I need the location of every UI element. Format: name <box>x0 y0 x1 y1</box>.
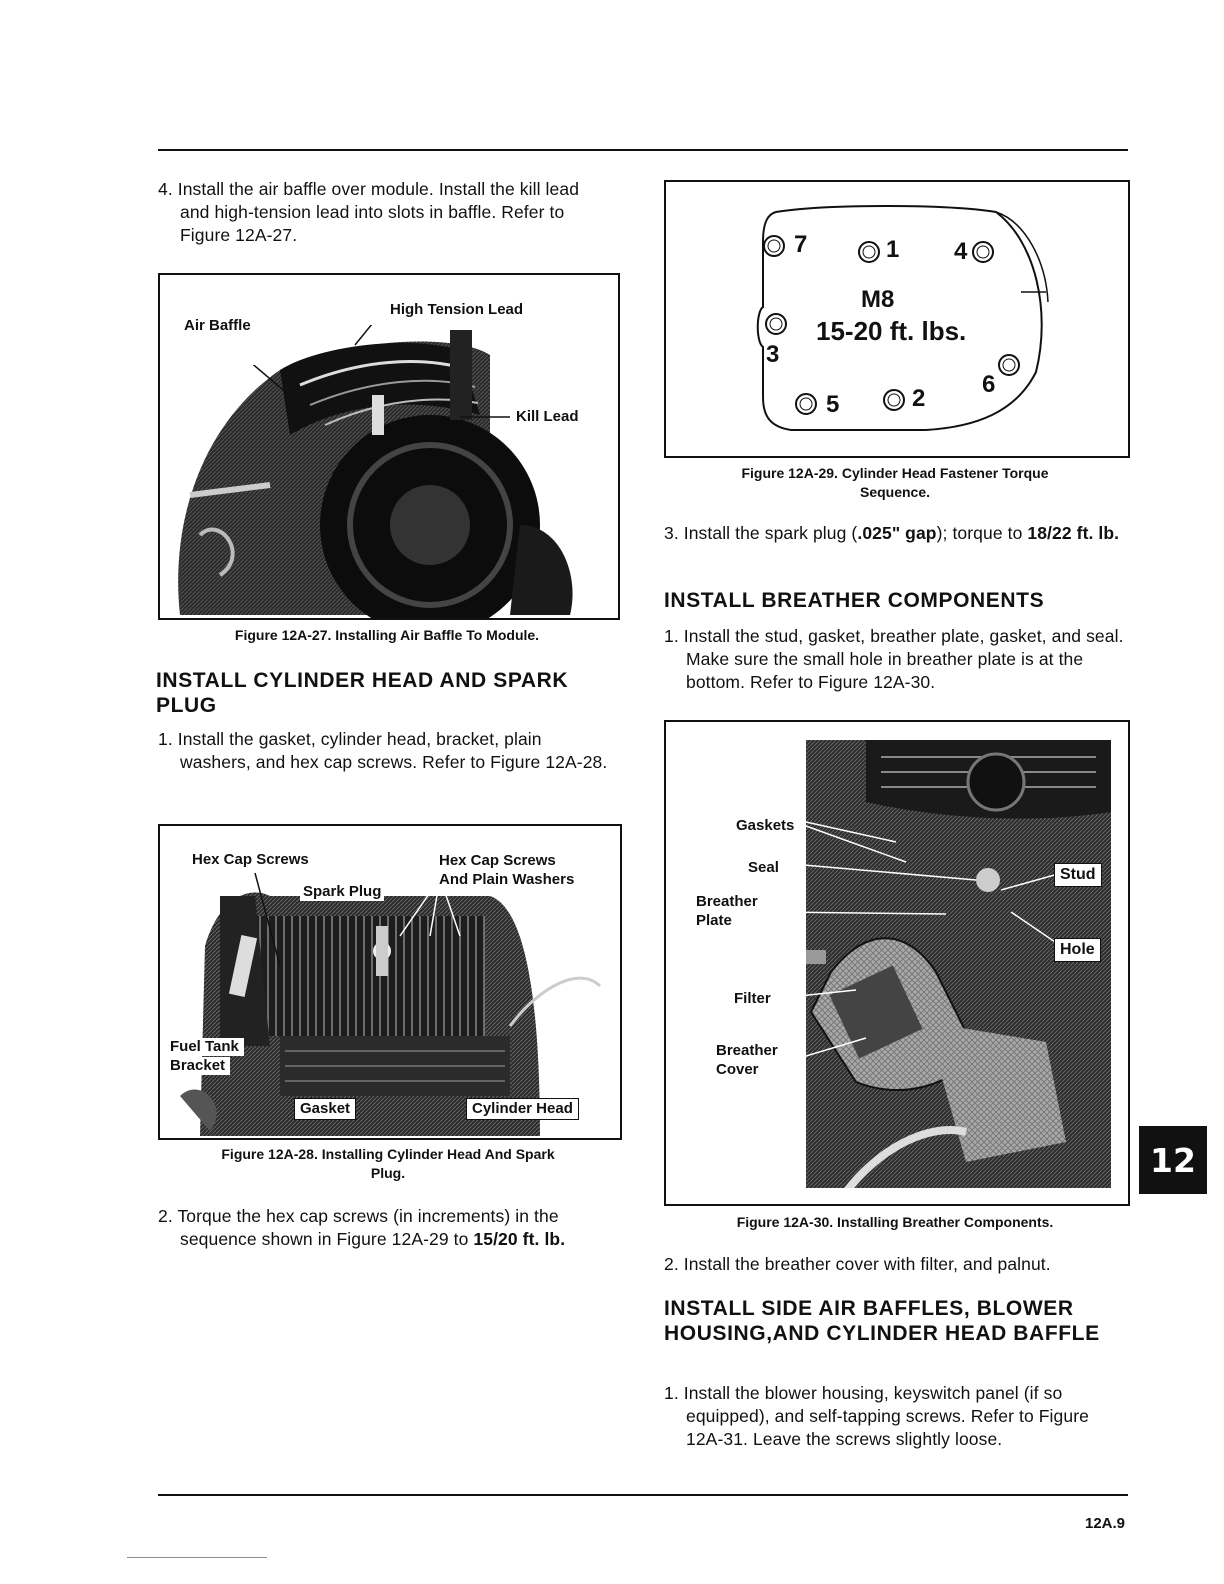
torque-number-4: 4 <box>954 238 968 265</box>
breather-step-2 <box>664 1253 1128 1276</box>
section-tab: 12 <box>1139 1126 1207 1194</box>
figure-12a-29-caption <box>680 464 1110 502</box>
figure-12a-30-caption: Figure 12A-30. Installing Breather Components. <box>736 1214 1054 1230</box>
bottom-rule <box>158 1494 1128 1496</box>
label-breather-plate: Breather <box>696 893 758 910</box>
figure-12a-28 <box>158 824 622 1140</box>
label-stud: Stud <box>1054 863 1102 887</box>
label-seal: Seal <box>748 859 779 876</box>
baffles-step-1-text: 1. Install the blower housing, keyswitch panel (if so equipped), and self-tapping screws. Refer to Figure 12A-31. Leave the screws slightly loose. <box>664 1383 1089 1449</box>
step-4-text: 4. Install the air baffle over module. Install the kill lead and high-tension lead into slots in baffle. Refer to Figure 12A-27. <box>158 179 580 245</box>
label-kill-lead: Kill Lead <box>516 408 579 425</box>
torque-number-2: 2 <box>912 385 926 412</box>
figure-12a-28-caption-line2: Plug. <box>370 1165 406 1181</box>
torque-spec-label: 15-20 ft. lbs. <box>816 316 967 346</box>
figure-12a-29-caption-line1: Figure 12A-29. Cylinder Head Fastener Torque <box>741 465 1049 481</box>
head-step-2-torque: 15/20 ft. lb. <box>473 1229 566 1249</box>
footer-line <box>127 1557 267 1558</box>
breather-step-1-text: 1. Install the stud, gasket, breather plate, gasket, and seal. Make sure the small hole in breather plate is at the bottom. Refer to Figure 12A-30. <box>664 626 1124 692</box>
label-filter: Filter <box>734 990 771 1007</box>
label-air-baffle: Air Baffle <box>184 317 251 334</box>
label-breather-cover: Breather <box>716 1042 778 1059</box>
head-step-1-text: 1. Install the gasket, cylinder head, bracket, plain washers, and hex cap screws. Refer to Figure 12A-28. <box>158 729 608 772</box>
torque-number-5: 5 <box>826 391 840 418</box>
torque-number-3: 3 <box>766 341 780 368</box>
label-cover: Cover <box>716 1061 759 1078</box>
bolt-size-label: M8 <box>861 286 895 313</box>
step-4 <box>158 178 610 247</box>
figure-12a-27-caption: Figure 12A-27. Installing Air Baffle To Module. <box>234 627 540 643</box>
engine-photo-breather <box>666 722 1128 1204</box>
step-3-torque: 18/22 ft. lb. <box>1027 523 1120 543</box>
breather-step-1 <box>664 625 1128 694</box>
baffles-step-1 <box>664 1382 1128 1451</box>
label-gasket: Gasket <box>294 1098 356 1120</box>
figure-12a-28-caption <box>158 1145 618 1183</box>
label-hole: Hole <box>1054 938 1101 962</box>
figure-12a-27 <box>158 273 620 620</box>
figure-12a-28-caption-line1: Figure 12A-28. Installing Cylinder Head And Spark <box>221 1146 555 1162</box>
label-plate: Plate <box>696 912 732 929</box>
figure-12a-29-caption-line2: Sequence. <box>859 484 931 500</box>
figure-12a-29 <box>664 180 1130 458</box>
breather-step-2-text: 2. Install the breather cover with filter, and palnut. <box>664 1254 1051 1274</box>
head-step-2 <box>158 1205 610 1251</box>
step-3-gap: .025" gap <box>857 523 937 543</box>
torque-number-6: 6 <box>982 371 996 398</box>
top-rule <box>158 149 1128 151</box>
head-step-2-text <box>158 1205 610 1251</box>
step-3-mid: ); torque to <box>936 523 1028 543</box>
page-number: 12A.9 <box>1085 1515 1126 1532</box>
label-bracket: Bracket <box>162 1057 230 1075</box>
heading-install-cylinder-head: INSTALL CYLINDER HEAD AND SPARK PLUG <box>156 669 569 717</box>
label-fuel-tank: Fuel Tank <box>162 1038 244 1056</box>
label-hex-cap-screws-left: Hex Cap Screws <box>192 851 309 868</box>
heading-install-breather: INSTALL BREATHER COMPONENTS <box>664 589 1045 612</box>
label-high-tension-lead: High Tension Lead <box>390 301 524 318</box>
step-3-body: 3. Install the spark plug ( <box>664 523 858 543</box>
step-3 <box>664 522 1128 545</box>
torque-number-7: 7 <box>794 231 808 258</box>
step-3-text <box>664 522 1128 545</box>
label-gaskets: Gaskets <box>736 817 795 834</box>
label-and-plain-washers: And Plain Washers <box>439 871 575 888</box>
label-hex-cap-screws-right: Hex Cap Screws <box>439 852 556 869</box>
label-spark-plug: Spark Plug <box>300 883 384 901</box>
head-step-2-body: 2. Torque the hex cap screws (in increments) in the sequence shown in Figure 12A-29 to <box>158 1206 559 1249</box>
heading-install-side-air-baffles: INSTALL SIDE AIR BAFFLES, BLOWER HOUSING,AND CYLINDER HEAD BAFFLE <box>664 1297 1100 1345</box>
head-step-1 <box>158 728 610 774</box>
torque-number-1: 1 <box>886 236 900 263</box>
label-cylinder-head: Cylinder Head <box>466 1098 579 1120</box>
figure-12a-30 <box>664 720 1130 1206</box>
